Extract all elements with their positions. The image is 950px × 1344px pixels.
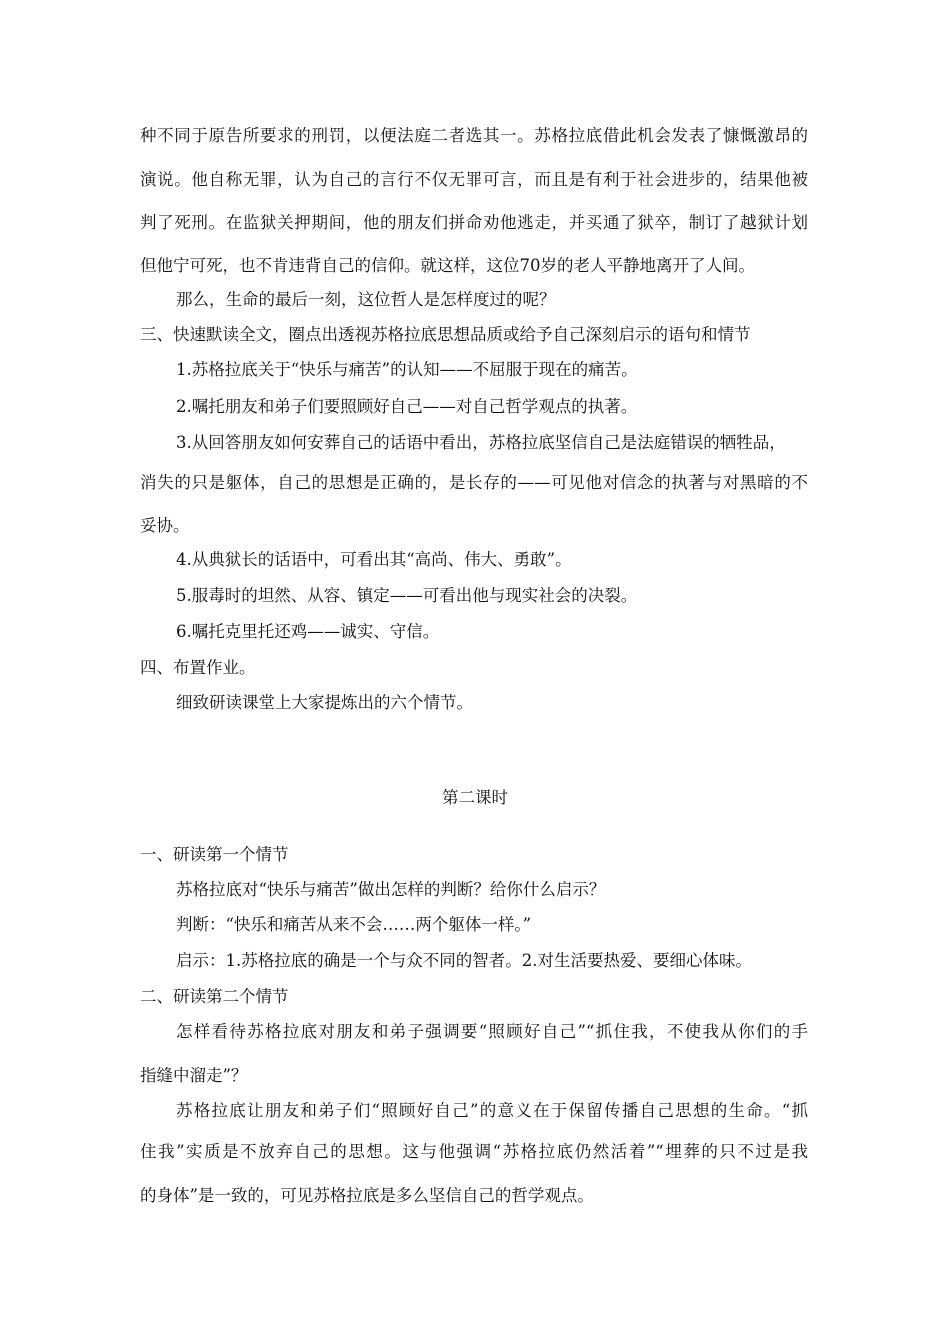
paragraph-line: 判断：“快乐和痛苦从来不会……两个躯体一样。” <box>176 915 532 934</box>
paragraph-line: 细致研读课堂上大家提炼出的六个情节。 <box>176 693 473 712</box>
paragraph-line: 苏格拉底对“快乐与痛苦”做出怎样的判断？给你什么启示？ <box>176 880 606 899</box>
paragraph-line: 启示：1.苏格拉底的确是一个与众不同的智者。2.对生活要热爱、要细心体味。 <box>176 951 752 970</box>
paragraph-line: 的身体”是一致的，可见苏格拉底是多么坚信自己的哲学观点。 <box>140 1186 594 1205</box>
list-item: 3.从回答朋友如何安葬自己的话语中看出，苏格拉底坚信自己是法庭错误的牺牲品， <box>176 433 786 452</box>
paragraph-line: 苏格拉底让朋友和弟子们“照顾好自己”的意义在于保留传播自己思想的生命。“抓 <box>176 1101 808 1120</box>
section-heading: 一、研读第一个情节 <box>140 845 289 864</box>
paragraph-line: 演说。他自称无罪，认为自己的言行不仅无罪可言，而且是有利于社会进步的，结果他被 <box>140 170 808 189</box>
paragraph-line: 住我”实质是不放弃自己的思想。这与他强调“苏格拉底仍然活着”“埋葬的只不过是我 <box>140 1142 808 1161</box>
list-item: 2.嘱托朋友和弟子们要照顾好自己——对自己哲学观点的执著。 <box>176 397 638 416</box>
lesson-title: 第二课时 <box>442 788 508 807</box>
section-heading: 二、研读第二个情节 <box>140 987 289 1006</box>
paragraph-line: 那么，生命的最后一刻，这位哲人是怎样度过的呢？ <box>176 290 556 309</box>
paragraph-line: 但他宁可死，也不肯违背自己的信仰。就这样，这位70岁的老人平静地离开了人间。 <box>140 256 755 275</box>
paragraph-line: 判了死刑。在监狱关押期间，他的朋友们拼命劝他逃走，并买通了狱卒，制订了越狱计划 <box>140 213 808 232</box>
list-item: 4.从典狱长的话语中，可看出其“高尚、伟大、勇敢”。 <box>176 550 572 569</box>
section-heading: 三、快速默读全文，圈点出透视苏格拉底思想品质或给予自己深刻启示的语句和情节 <box>140 325 751 344</box>
section-heading: 四、布置作业。 <box>140 658 256 677</box>
paragraph-line: 妥协。 <box>140 516 190 535</box>
list-item: 5.服毒时的坦然、从容、镇定——可看出他与现实社会的决裂。 <box>176 586 638 605</box>
paragraph-line: 怎样看待苏格拉底对朋友和弟子强调要“照顾好自己”“抓住我，不使我从你们的手 <box>176 1022 808 1041</box>
paragraph-line: 种不同于原告所要求的刑罚，以便法庭二者选其一。苏格拉底借此机会发表了慷慨激昂的 <box>140 126 808 145</box>
paragraph-line: 指缝中溜走”？ <box>140 1066 248 1085</box>
list-item: 6.嘱托克里托还鸡——诚实、守信。 <box>176 622 440 641</box>
paragraph-line: 消失的只是躯体，自己的思想是正确的，是长存的——可见他对信念的执著与对黑暗的不 <box>140 473 808 492</box>
list-item: 1.苏格拉底关于“快乐与痛苦”的认知——不屈服于现在的痛苦。 <box>176 360 638 379</box>
